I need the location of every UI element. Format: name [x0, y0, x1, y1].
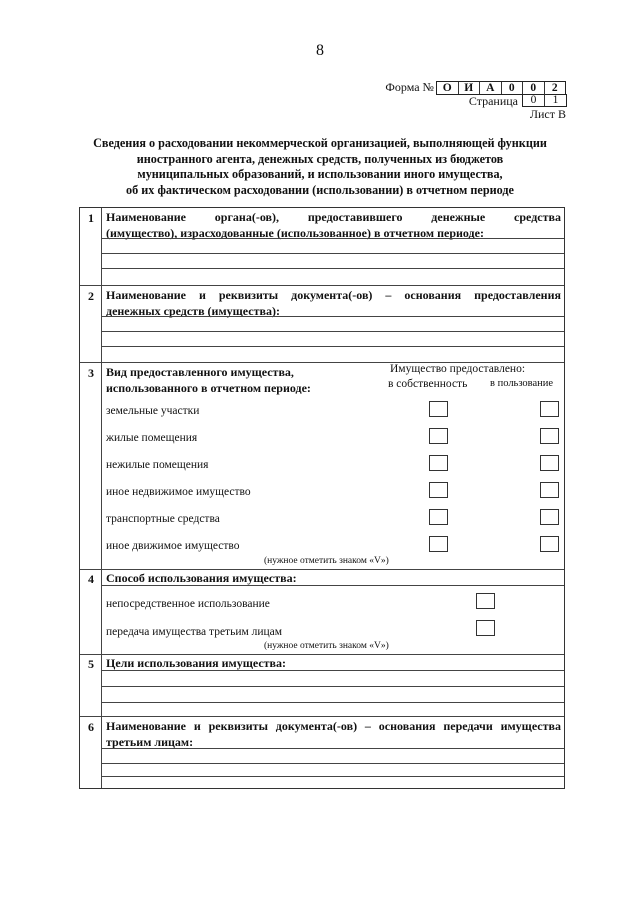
form-code-cell: А	[479, 82, 501, 94]
section-number: 3	[88, 366, 94, 380]
ownership-checkbox[interactable]	[429, 428, 448, 444]
input-line[interactable]	[102, 253, 564, 254]
property-type-label: иное движимое имущество	[106, 540, 240, 552]
section-number: 5	[88, 657, 94, 671]
input-line[interactable]	[102, 748, 564, 749]
checkmark-note: (нужное отметить знаком «V»)	[264, 556, 389, 566]
ownership-checkbox[interactable]	[429, 455, 448, 471]
property-type-label: жилые помещения	[106, 432, 198, 444]
input-line[interactable]	[102, 268, 564, 269]
form-code-cell: 0	[522, 82, 544, 94]
title-line: использованного в отчетном периоде:	[106, 381, 311, 395]
section-1-title	[106, 209, 561, 241]
form-number-label: Форма №	[385, 80, 434, 94]
title-line: иностранного агента, денежных средств, полученных из бюджетов	[136, 151, 504, 166]
property-type-label: нежилые помещения	[106, 459, 209, 471]
input-line[interactable]	[102, 238, 564, 239]
form-code-cell: И	[458, 82, 480, 94]
page-digit-cells	[522, 94, 567, 107]
section-number: 4	[88, 572, 94, 586]
third-party-transfer-checkbox[interactable]	[476, 620, 495, 636]
title-line: (имущество), израсходованные (использованное) в отчетном периоде:	[106, 226, 484, 240]
title-line: муниципальных образований, и использовании иного имущества,	[137, 167, 503, 181]
checkmark-note: (нужное отметить знаком «V»)	[264, 641, 389, 651]
use-checkbox[interactable]	[540, 509, 559, 525]
form-table	[79, 207, 565, 789]
use-checkbox[interactable]	[540, 482, 559, 498]
section-5-title: Цели использования имущества:	[106, 656, 287, 670]
use-checkbox[interactable]	[540, 455, 559, 471]
input-line[interactable]	[102, 702, 564, 703]
input-line[interactable]	[102, 776, 564, 777]
section-divider	[80, 716, 564, 717]
property-provided-label: Имущество предоставлено:	[390, 363, 526, 375]
property-type-label: земельные участки	[106, 405, 200, 417]
input-line[interactable]	[102, 331, 564, 332]
column-ownership-label: в собственность	[388, 378, 468, 390]
title-underline	[102, 585, 564, 586]
title-line: Наименование и реквизиты документа(-ов) – основания передачи имущества	[106, 719, 561, 733]
usage-method-label: передача имущества третьим лицам	[106, 626, 283, 638]
usage-method-label: непосредственное использование	[106, 598, 270, 610]
direct-use-checkbox[interactable]	[476, 593, 495, 609]
form-code-cell: О	[442, 82, 452, 94]
page-digit-cell: 0	[530, 94, 537, 106]
section-number: 1	[88, 211, 94, 225]
page-label: Страница	[468, 94, 518, 108]
section-number: 6	[88, 720, 94, 734]
property-type-label: иное недвижимое имущество	[106, 486, 251, 498]
title-line: Сведения о расходовании некоммерческой организацией, выполняющей функции	[93, 136, 547, 150]
title-line: Наименование и реквизиты документа(-ов) – основания предоставления	[106, 288, 561, 302]
ownership-checkbox[interactable]	[429, 509, 448, 525]
ownership-checkbox[interactable]	[429, 482, 448, 498]
input-line[interactable]	[102, 670, 564, 671]
title-line: третьим лицам:	[106, 735, 194, 749]
input-line[interactable]	[102, 346, 564, 347]
use-checkbox[interactable]	[540, 536, 559, 552]
use-checkbox[interactable]	[540, 428, 559, 444]
section-2-title	[106, 287, 561, 319]
input-line[interactable]	[102, 316, 564, 317]
title-line: денежных средств (имущества):	[106, 304, 280, 318]
form-code-cell: 2	[544, 82, 566, 94]
section-number: 2	[88, 289, 94, 303]
input-line[interactable]	[102, 763, 564, 764]
form-code-cells	[436, 81, 566, 95]
section-divider	[80, 285, 564, 286]
column-use-label: в пользование	[490, 378, 554, 389]
ownership-checkbox[interactable]	[429, 401, 448, 417]
section-3-title	[106, 364, 376, 396]
page-number: 8	[316, 42, 324, 59]
use-checkbox[interactable]	[540, 401, 559, 417]
page-digit-cell: 1	[544, 94, 566, 106]
form-code-cell: 0	[501, 82, 523, 94]
property-type-label: транспортные средства	[106, 513, 220, 525]
section-6-title	[106, 718, 561, 750]
input-line[interactable]	[102, 686, 564, 687]
title-line: Наименование органа(-ов), предоставившего денежные средства	[106, 210, 561, 224]
title-line: об их фактическом расходовании (использовании) в отчетном периоде	[126, 182, 514, 197]
sheet-label: Лист В	[529, 107, 566, 121]
section-4-title: Способ использования имущества:	[106, 571, 297, 585]
ownership-checkbox[interactable]	[429, 536, 448, 552]
title-line: Вид предоставленного имущества,	[106, 365, 294, 379]
document-title	[70, 136, 570, 198]
